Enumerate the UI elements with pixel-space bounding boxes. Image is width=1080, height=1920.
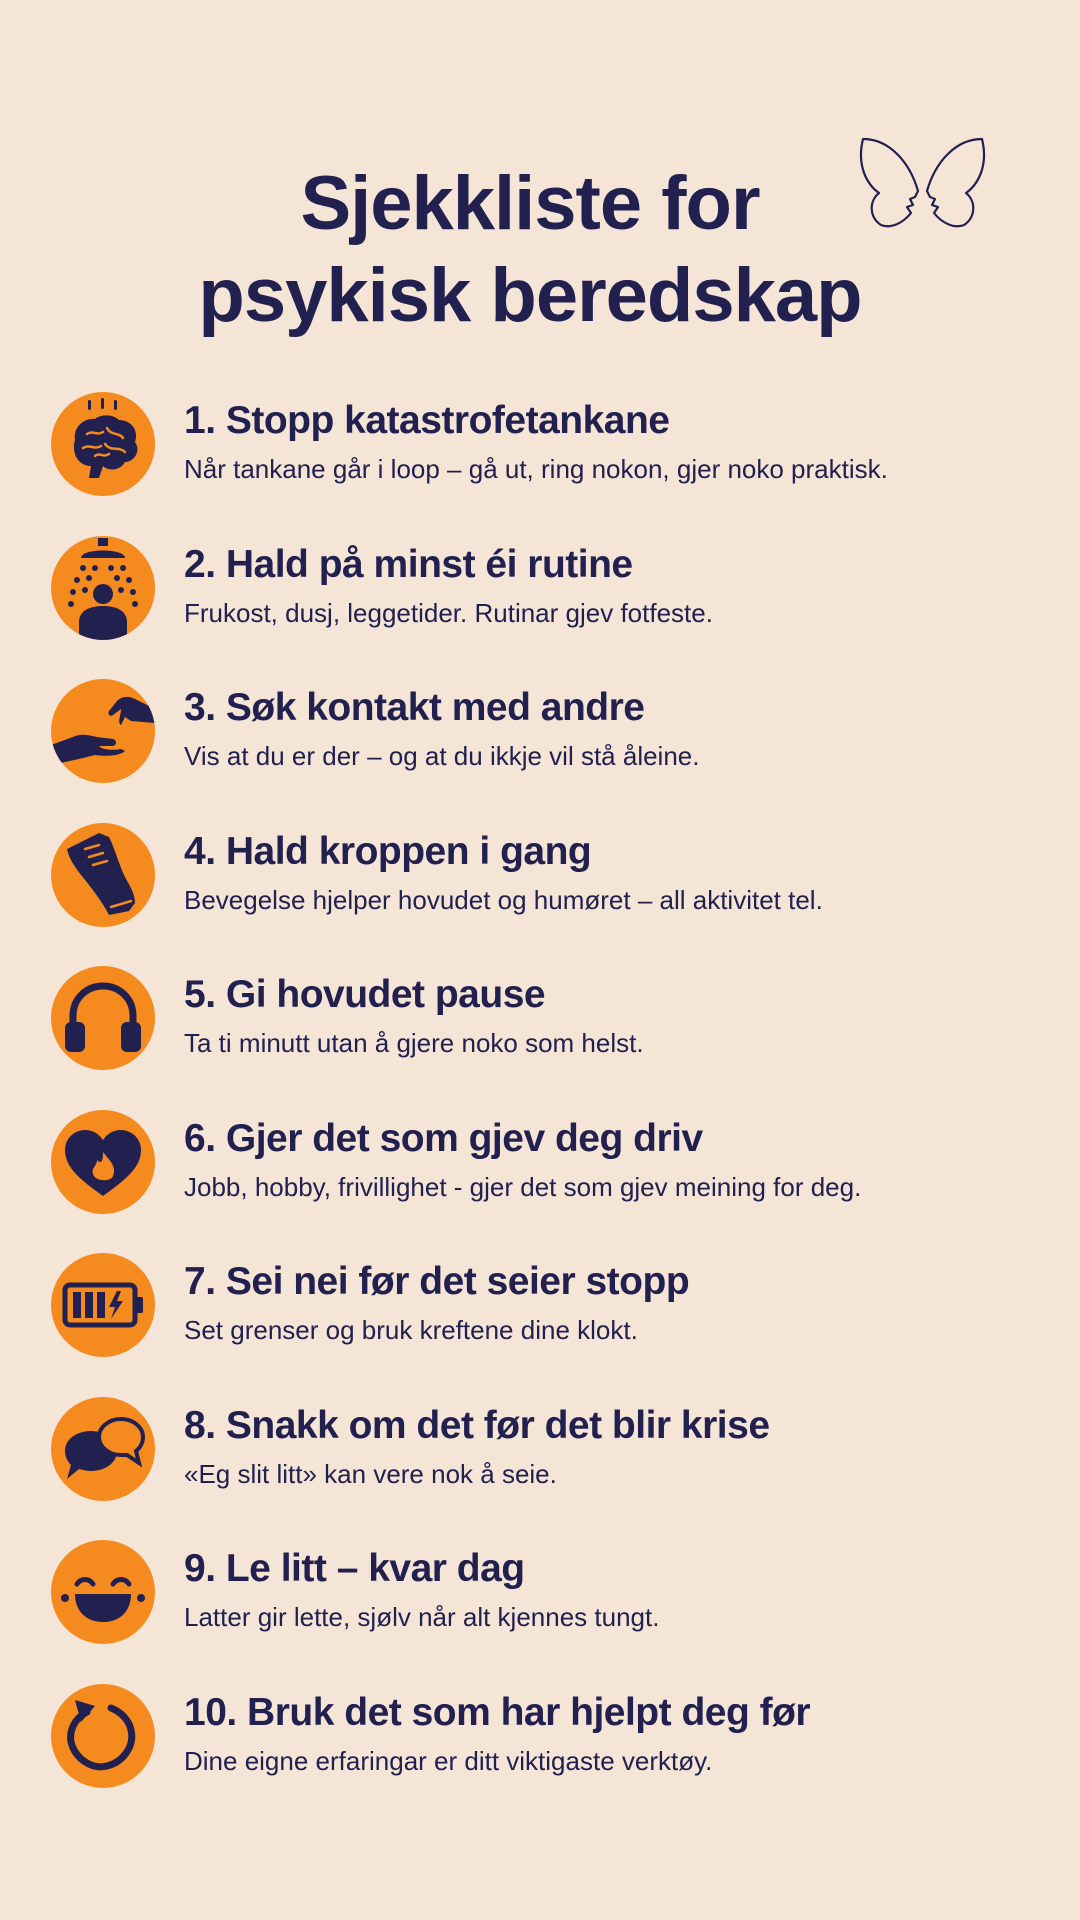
- item-description: «Eg slit litt» kan vere nok å seie.: [184, 1458, 557, 1489]
- circular-arrow-icon: [51, 1684, 155, 1788]
- item-title: 8. Snakk om det før det blir krise: [184, 1403, 770, 1447]
- item-title: 9. Le litt – kvar dag: [184, 1547, 525, 1590]
- checklist-item: [0, 679, 1080, 823]
- brain-icon: [51, 392, 155, 496]
- checklist-item: [0, 1397, 1080, 1541]
- speech-bubbles-icon: [51, 1397, 155, 1501]
- item-description: Når tankane går i loop – gå ut, ring nokon, gjer noko praktisk.: [184, 454, 888, 484]
- item-description: Jobb, hobby, frivillighet - gjer det som gjev meining for deg.: [184, 1171, 862, 1202]
- checklist-item: [0, 966, 1080, 1110]
- item-description: Dine eigne erfaringar er ditt viktigaste verktøy.: [184, 1745, 713, 1776]
- checklist-item: [0, 1540, 1080, 1684]
- checklist-item: [0, 823, 1080, 967]
- item-title: 3. Søk kontakt med andre: [184, 686, 645, 729]
- item-description: Bevegelse hjelper hovudet og humøret – all aktivitet tel.: [184, 884, 823, 915]
- checklist-item: [0, 392, 1080, 536]
- item-description: Set grenser og bruk kreftene dine klokt.: [184, 1315, 638, 1345]
- item-description: Frukost, dusj, leggetider. Rutinar gjev fotfeste.: [184, 597, 713, 628]
- checklist-item: [0, 1110, 1080, 1254]
- checklist-item: [0, 536, 1080, 680]
- checklist-item: [0, 1684, 1080, 1828]
- headphones-icon: [51, 966, 155, 1070]
- checklist-item: [0, 1253, 1080, 1397]
- item-description: Vis at du er der – og at du ikkje vil stå åleine.: [184, 741, 700, 771]
- item-title: 1. Stopp katastrofetankane: [184, 399, 670, 442]
- reaching-hands-icon: [51, 679, 155, 783]
- item-title: 7. Sei nei før det seier stopp: [184, 1260, 690, 1303]
- item-title: 2. Hald på minst éi rutine: [184, 542, 633, 586]
- item-description: Ta ti minutt utan å gjere noko som helst.: [184, 1028, 644, 1058]
- shower-icon: [51, 536, 155, 640]
- item-title: 10. Bruk det som har hjelpt deg før: [184, 1690, 811, 1734]
- item-title: 6. Gjer det som gjev deg driv: [184, 1116, 703, 1160]
- item-description: Latter gir lette, sjølv når alt kjennes tungt.: [184, 1602, 660, 1632]
- item-title: 4. Hald kroppen i gang: [184, 829, 592, 873]
- item-title: 5. Gi hovudet pause: [184, 973, 546, 1016]
- sneaker-icon: [51, 823, 155, 927]
- heart-flame-icon: [51, 1110, 155, 1214]
- laughing-face-icon: [51, 1540, 155, 1644]
- battery-icon: [51, 1253, 155, 1357]
- title-line-2: psykisk beredskap: [198, 253, 862, 338]
- title-line-1: Sjekkliste for: [300, 161, 760, 246]
- checklist: [0, 392, 1080, 1827]
- page-title: [0, 158, 1060, 342]
